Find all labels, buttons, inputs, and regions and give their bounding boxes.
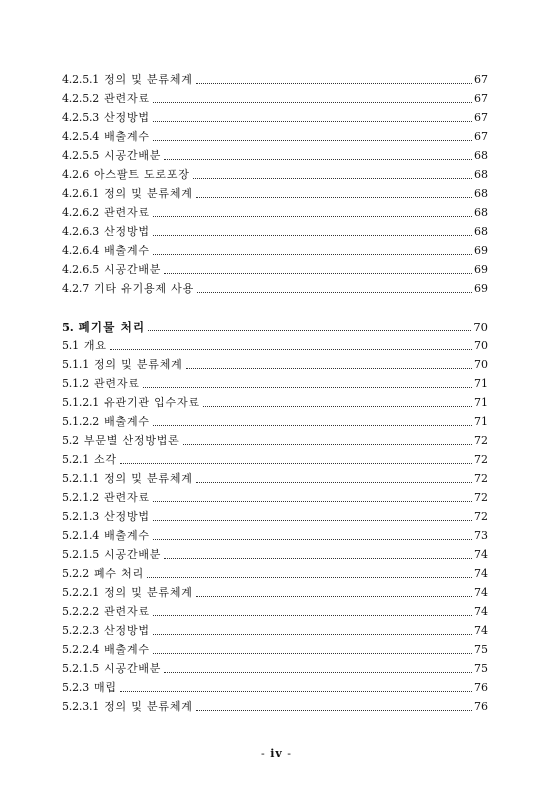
toc-chapter-entry[interactable]	[62, 316, 488, 334]
toc-entry-title: 산정방법	[104, 624, 150, 637]
toc-entry-page: 67	[474, 73, 488, 86]
dot-leader	[143, 386, 472, 388]
toc-entry-number: 5.2.1.5	[62, 548, 100, 561]
toc-entry-page: 74	[474, 567, 488, 580]
dot-leader	[153, 234, 472, 236]
toc-entry-title: 관련자료	[104, 605, 150, 618]
toc-entry-page: 71	[474, 377, 488, 390]
toc-entry-number: 5.2.3	[62, 681, 89, 694]
toc-entry-number: 5.1.2	[62, 377, 89, 390]
page-number: iv	[270, 747, 283, 760]
toc-entry[interactable]	[62, 639, 488, 657]
dot-leader	[153, 614, 472, 616]
toc-entry-page: 70	[474, 339, 488, 352]
dot-leader	[120, 690, 472, 692]
toc-entry[interactable]	[62, 278, 488, 296]
dot-leader	[196, 595, 472, 597]
dot-leader	[164, 158, 472, 160]
toc-entry-number: 5.2.2.4	[62, 643, 100, 656]
toc-entry-number: 5.1.1	[62, 358, 89, 371]
dot-leader	[164, 272, 472, 274]
toc-entry-page: 69	[474, 263, 488, 276]
toc-entry[interactable]	[62, 544, 488, 562]
toc-entry-title: 관련자료	[104, 206, 150, 219]
toc-entry[interactable]	[62, 563, 488, 581]
toc-entry-number: 5.	[62, 320, 74, 334]
toc-entry-title: 폐수 처리	[94, 567, 145, 580]
toc-entry-title: 정의 및 분류체계	[104, 700, 193, 713]
toc-entry-title: 배출계수	[104, 529, 150, 542]
dot-leader	[153, 519, 472, 521]
toc-entry-title: 정의 및 분류체계	[104, 73, 193, 86]
toc-entry-page: 74	[474, 624, 488, 637]
dot-leader	[197, 291, 472, 293]
toc-entry-page: 75	[474, 643, 488, 656]
toc-entry-number: 5.1.2.2	[62, 415, 100, 428]
toc-entry-title: 정의 및 분류체계	[104, 586, 193, 599]
toc-entry[interactable]	[62, 658, 488, 676]
toc-entry[interactable]	[62, 69, 488, 87]
toc-entry-page: 72	[474, 472, 488, 485]
toc-entry-title: 배출계수	[104, 130, 150, 143]
toc-entry[interactable]	[62, 373, 488, 391]
toc-entry-number: 5.2.2	[62, 567, 89, 580]
toc-entry-title: 부문별 산정방법론	[83, 434, 180, 447]
toc-entry-page: 72	[474, 453, 488, 466]
toc-entry-page: 73	[474, 529, 488, 542]
toc-entry[interactable]	[62, 126, 488, 144]
toc-entry-title: 시공간배분	[104, 149, 162, 162]
toc-entry-number: 5.2.2.3	[62, 624, 100, 637]
toc-entry[interactable]	[62, 145, 488, 163]
toc-entry-title: 시공간배분	[104, 263, 162, 276]
toc-entry[interactable]	[62, 335, 488, 353]
toc-entry[interactable]	[62, 525, 488, 543]
toc-entry[interactable]	[62, 487, 488, 505]
dot-leader	[153, 538, 472, 540]
toc-entry[interactable]	[62, 107, 488, 125]
toc-entry-page: 76	[474, 700, 488, 713]
toc-entry-page: 71	[474, 415, 488, 428]
toc-entry[interactable]	[62, 506, 488, 524]
toc-entry-page: 71	[474, 396, 488, 409]
toc-entry-page: 74	[474, 548, 488, 561]
toc-entry-number: 5.2.3.1	[62, 700, 100, 713]
toc-entry-number: 4.2.5.3	[62, 111, 100, 124]
dot-leader	[120, 462, 472, 464]
toc-entry[interactable]	[62, 221, 488, 239]
toc-entry[interactable]	[62, 259, 488, 277]
toc-entry-page: 74	[474, 586, 488, 599]
toc-entry-number: 4.2.6.2	[62, 206, 100, 219]
toc-entry-title: 정의 및 분류체계	[104, 187, 193, 200]
toc-entry[interactable]	[62, 620, 488, 638]
dot-leader	[203, 405, 472, 407]
dot-leader	[153, 500, 472, 502]
toc-entry-number: 4.2.5.5	[62, 149, 100, 162]
dot-leader	[153, 120, 472, 122]
toc-entry-number: 5.2.2.2	[62, 605, 100, 618]
dot-leader	[164, 671, 472, 673]
toc-entry-page: 68	[474, 187, 488, 200]
dot-leader	[148, 329, 471, 331]
dot-leader	[196, 196, 472, 198]
toc-entry-page: 68	[474, 225, 488, 238]
toc-entry-number: 5.2.1.1	[62, 472, 100, 485]
dot-leader	[164, 557, 472, 559]
toc-entry-title: 배출계수	[104, 244, 150, 257]
toc-entry-number: 4.2.5.2	[62, 92, 100, 105]
dot-leader	[147, 576, 472, 578]
toc-entry-page: 76	[474, 681, 488, 694]
dot-leader	[193, 177, 472, 179]
page-footer: - iv -	[260, 747, 292, 760]
toc-entry-title: 관련자료	[104, 491, 150, 504]
toc-entry-number: 4.2.6.3	[62, 225, 100, 238]
toc-entry-page: 68	[474, 168, 488, 181]
toc-entry-title: 관련자료	[104, 92, 150, 105]
dot-leader	[153, 633, 472, 635]
toc-entry-title: 산정방법	[104, 111, 150, 124]
toc-entry[interactable]	[62, 677, 488, 695]
dot-leader	[183, 443, 472, 445]
dot-leader	[196, 82, 472, 84]
toc-entry-title: 관련자료	[94, 377, 140, 390]
toc-entry-page: 67	[474, 130, 488, 143]
dot-leader	[186, 367, 472, 369]
toc-entry-title: 시공간배분	[104, 548, 162, 561]
toc-entry[interactable]	[62, 449, 488, 467]
toc-entry-page: 68	[474, 149, 488, 162]
toc-entry-title: 배출계수	[104, 415, 150, 428]
toc-entry[interactable]	[62, 696, 488, 714]
toc-entry[interactable]	[62, 468, 488, 486]
toc-entry-number: 5.2.1.3	[62, 510, 100, 523]
toc-entry-page: 69	[474, 244, 488, 257]
toc-entry-title: 아스팔트 도로포장	[94, 168, 190, 181]
toc-entry-number: 4.2.5.1	[62, 73, 100, 86]
toc-entry-title: 기타 유기용제 사용	[94, 282, 195, 295]
toc-entry-page: 67	[474, 92, 488, 105]
toc-entry-title: 정의 및 분류체계	[94, 358, 183, 371]
toc-entry-number: 4.2.6.1	[62, 187, 100, 200]
toc-entry-title: 유관기관 입수자료	[104, 396, 200, 409]
toc-entry[interactable]	[62, 582, 488, 600]
dot-leader	[153, 652, 472, 654]
toc-entry[interactable]	[62, 430, 488, 448]
dot-leader	[110, 348, 472, 350]
toc-entry-title: 정의 및 분류체계	[104, 472, 193, 485]
toc-entry[interactable]	[62, 183, 488, 201]
toc-entry[interactable]	[62, 164, 488, 182]
dot-leader	[196, 709, 472, 711]
toc-entry-page: 74	[474, 605, 488, 618]
toc-entry-number: 5.1.2.1	[62, 396, 100, 409]
toc-entry[interactable]	[62, 392, 488, 410]
toc-entry-page: 70	[474, 358, 488, 371]
toc-entry-title: 매립	[94, 681, 117, 694]
toc-entry-title: 배출계수	[104, 643, 150, 656]
dot-leader	[153, 215, 472, 217]
toc-entry-number: 5.2.1	[62, 453, 89, 466]
toc-entry[interactable]	[62, 240, 488, 258]
toc-entry-number: 4.2.7	[62, 282, 89, 295]
toc-entry-page: 67	[474, 111, 488, 124]
toc-entry-number: 5.2.1.5	[62, 662, 100, 675]
toc-entry-number: 4.2.6.4	[62, 244, 100, 257]
toc-entry-number: 5.2.1.2	[62, 491, 100, 504]
toc-entry-title: 소각	[94, 453, 117, 466]
toc-entry-page: 72	[474, 510, 488, 523]
toc-entry[interactable]	[62, 411, 488, 429]
toc-entry-page: 69	[474, 282, 488, 295]
toc-entry[interactable]	[62, 601, 488, 619]
toc-entry-number: 4.2.6	[62, 168, 89, 181]
toc-entry-title: 개요	[83, 339, 107, 352]
dot-leader	[196, 481, 472, 483]
toc-entry-title: 산정방법	[104, 225, 150, 238]
toc-entry-number: 5.2	[62, 434, 79, 447]
dot-leader	[153, 139, 472, 141]
toc-entry[interactable]	[62, 354, 488, 372]
toc-entry-page: 75	[474, 662, 488, 675]
toc-entry-title: 시공간배분	[104, 662, 162, 675]
toc-entry-number: 4.2.5.4	[62, 130, 100, 143]
toc-entry-number: 4.2.6.5	[62, 263, 100, 276]
toc-entry-page: 72	[474, 434, 488, 447]
toc-entry-title: 산정방법	[104, 510, 150, 523]
toc-entry[interactable]	[62, 88, 488, 106]
dot-leader	[153, 253, 472, 255]
toc-entry-page: 72	[474, 491, 488, 504]
toc-entry-number: 5.2.1.4	[62, 529, 100, 542]
toc-entry-number: 5.2.2.1	[62, 586, 100, 599]
toc-entry-title: 폐기물 처리	[78, 320, 146, 334]
toc-entry-number: 5.1	[62, 339, 79, 352]
dot-leader	[153, 101, 472, 103]
toc-entry-page: 70	[473, 320, 488, 334]
toc-entry-page: 68	[474, 206, 488, 219]
toc-entry[interactable]	[62, 202, 488, 220]
dot-leader	[153, 424, 472, 426]
